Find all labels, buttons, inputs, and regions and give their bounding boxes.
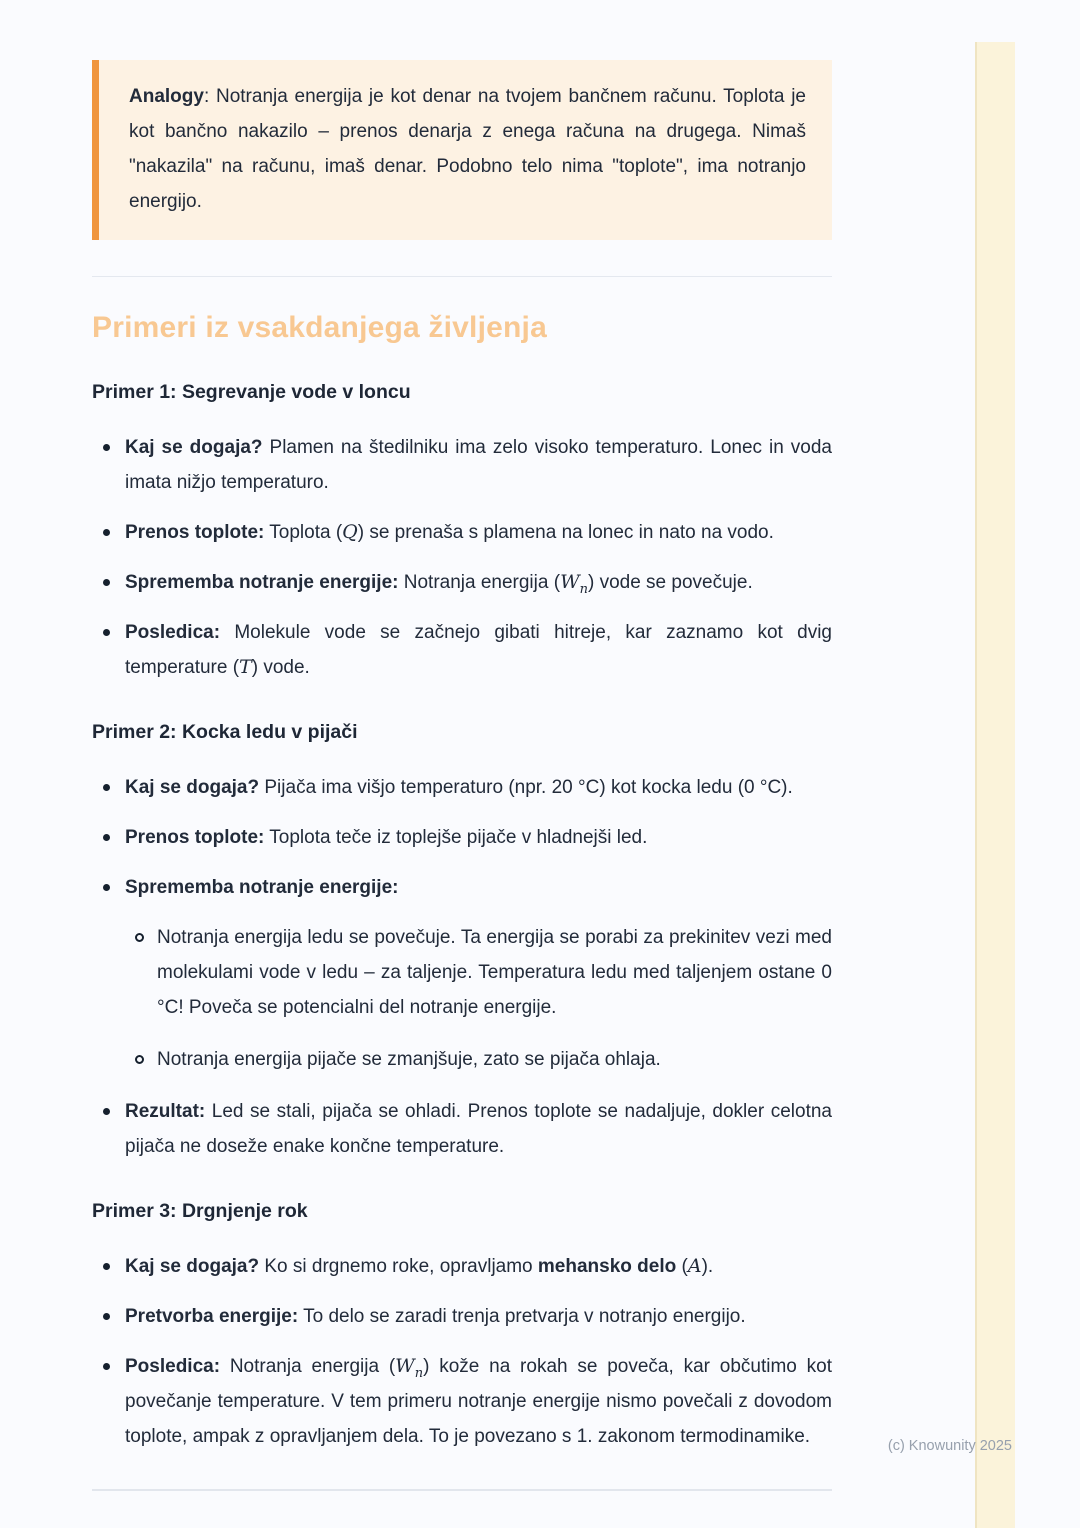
bullet-item xyxy=(92,565,832,600)
bullet-item xyxy=(92,820,832,855)
math-symbol: W xyxy=(560,571,580,593)
bullet-text: ) vode se povečuje. xyxy=(587,572,753,593)
bullet-bold-lead: Rezultat: xyxy=(125,1101,206,1122)
divider-top xyxy=(92,276,832,277)
bullet-item xyxy=(92,1094,832,1164)
bullet-bold-lead: Sprememba notranje energije: xyxy=(125,572,399,593)
document-page xyxy=(92,0,832,1469)
bullet-item xyxy=(124,1042,832,1077)
bullet-item xyxy=(92,1349,832,1454)
bullet-text: Notranja energija pijače se zmanjšuje, zato se pijača ohlaja. xyxy=(157,1049,661,1070)
bullet-bold-lead: Posledica: xyxy=(125,1356,221,1377)
bullet-item xyxy=(92,1299,832,1334)
bullet-text: Toplota ( xyxy=(264,522,343,543)
example-heading: Primer 2: Kocka ledu v pijači xyxy=(92,721,358,743)
bullet-text: Plamen na štedilniku ima zelo visoko temperaturo. Lonec in voda imata nižjo temperaturo. xyxy=(125,437,832,493)
bullet-bold-lead: Pretvorba energije: xyxy=(125,1306,299,1327)
bullet-text: ) se prenaša s plamena na lonec in nato na vodo. xyxy=(357,522,774,543)
bullet-bold-lead: Prenos toplote: xyxy=(125,522,265,543)
bullet-item xyxy=(92,515,832,550)
bullet-bold-lead: Kaj se dogaja? xyxy=(125,437,263,458)
bullet-text: Molekule vode se začnejo gibati hitreje, kar zaznamo kot dvig temperature ( xyxy=(125,622,832,678)
bullet-item xyxy=(92,615,832,685)
callout-text: : Notranja energija je kot denar na tvojem bančnem računu. Toplota je kot bančno nakazilo – prenos denarja z enega računa na drugega. Nimaš "nakazila" na računu, imaš denar. Podobno telo nima "toplote", ima notranjo energijo. xyxy=(129,86,806,212)
bullet-bold-lead: Posledica: xyxy=(125,622,221,643)
bullet-text: Notranja energija ledu se povečuje. Ta energija se porabi za prekinitev vezi med molekulami vode v ledu – za taljenje. Temperatura ledu med taljenjem ostane 0 °C! Poveča se potencialni del notranje energije. xyxy=(157,927,832,1018)
bullet-item xyxy=(92,1249,832,1284)
math-symbol: W xyxy=(395,1355,415,1377)
bullet-text: ). xyxy=(701,1256,714,1277)
bullet-text: ) vode. xyxy=(251,657,310,678)
divider-bottom xyxy=(92,1489,832,1491)
section-title: Primeri iz vsakdanjega življenja xyxy=(92,311,547,344)
page-edge-strip xyxy=(975,42,1015,1528)
bullet-item xyxy=(92,430,832,500)
bullet-text: To delo se zaradi trenja pretvarja v notranjo energijo. xyxy=(298,1306,746,1327)
bullet-bold-lead: Kaj se dogaja? xyxy=(125,1256,260,1277)
bullet-bold-lead: mehansko delo xyxy=(537,1256,677,1277)
bullet-text: Led se stali, pijača se ohladi. Prenos toplote se nadaljuje, dokler celotna pijača ne doseže enake končne temperature. xyxy=(125,1101,832,1157)
bullet-text: Pijača ima višjo temperaturo (npr. 20 °C) kot kocka ledu (0 °C). xyxy=(259,777,793,798)
bullet-bold-lead: Prenos toplote: xyxy=(125,827,265,848)
bullet-text: Toplota teče iz toplejše pijače v hladnejši led. xyxy=(264,827,648,848)
bullet-list xyxy=(92,430,832,685)
footer-credit: (c) Knowunity 2025 xyxy=(887,1438,1012,1454)
bullet-text: Notranja energija ( xyxy=(398,572,561,593)
analogy-callout xyxy=(92,60,832,240)
bullet-bold-lead: Sprememba notranje energije: xyxy=(125,877,399,898)
bullet-list xyxy=(92,1249,832,1454)
bullet-text: ( xyxy=(676,1256,688,1277)
example-heading: Primer 1: Segrevanje vode v loncu xyxy=(92,381,411,403)
examples xyxy=(92,381,832,1454)
callout-lead: Analogy xyxy=(129,86,204,107)
bullet-list xyxy=(92,770,832,1164)
bullet-bold-lead: Kaj se dogaja? xyxy=(125,777,260,798)
example-heading: Primer 3: Drgnjenje rok xyxy=(92,1200,308,1222)
bullet-text: ) kože na rokah se poveča, kar občutimo kot povečanje temperature. V tem primeru notranje energije nismo povečali z dovodom toplote, ampak z opravljanjem dela. To je povezano s 1. zakonom termodinamike. xyxy=(125,1356,832,1447)
bullet-item xyxy=(92,770,832,805)
math-symbol: A xyxy=(687,1255,702,1277)
bullet-item xyxy=(92,870,832,905)
math-symbol: Q xyxy=(342,521,358,543)
bullet-text: Ko si drgnemo roke, opravljamo xyxy=(259,1256,538,1277)
math-symbol: n xyxy=(414,1365,424,1381)
math-symbol: T xyxy=(239,656,252,678)
bullet-item xyxy=(124,920,832,1025)
bullet-text: Notranja energija ( xyxy=(220,1356,396,1377)
math-symbol: n xyxy=(579,581,588,597)
